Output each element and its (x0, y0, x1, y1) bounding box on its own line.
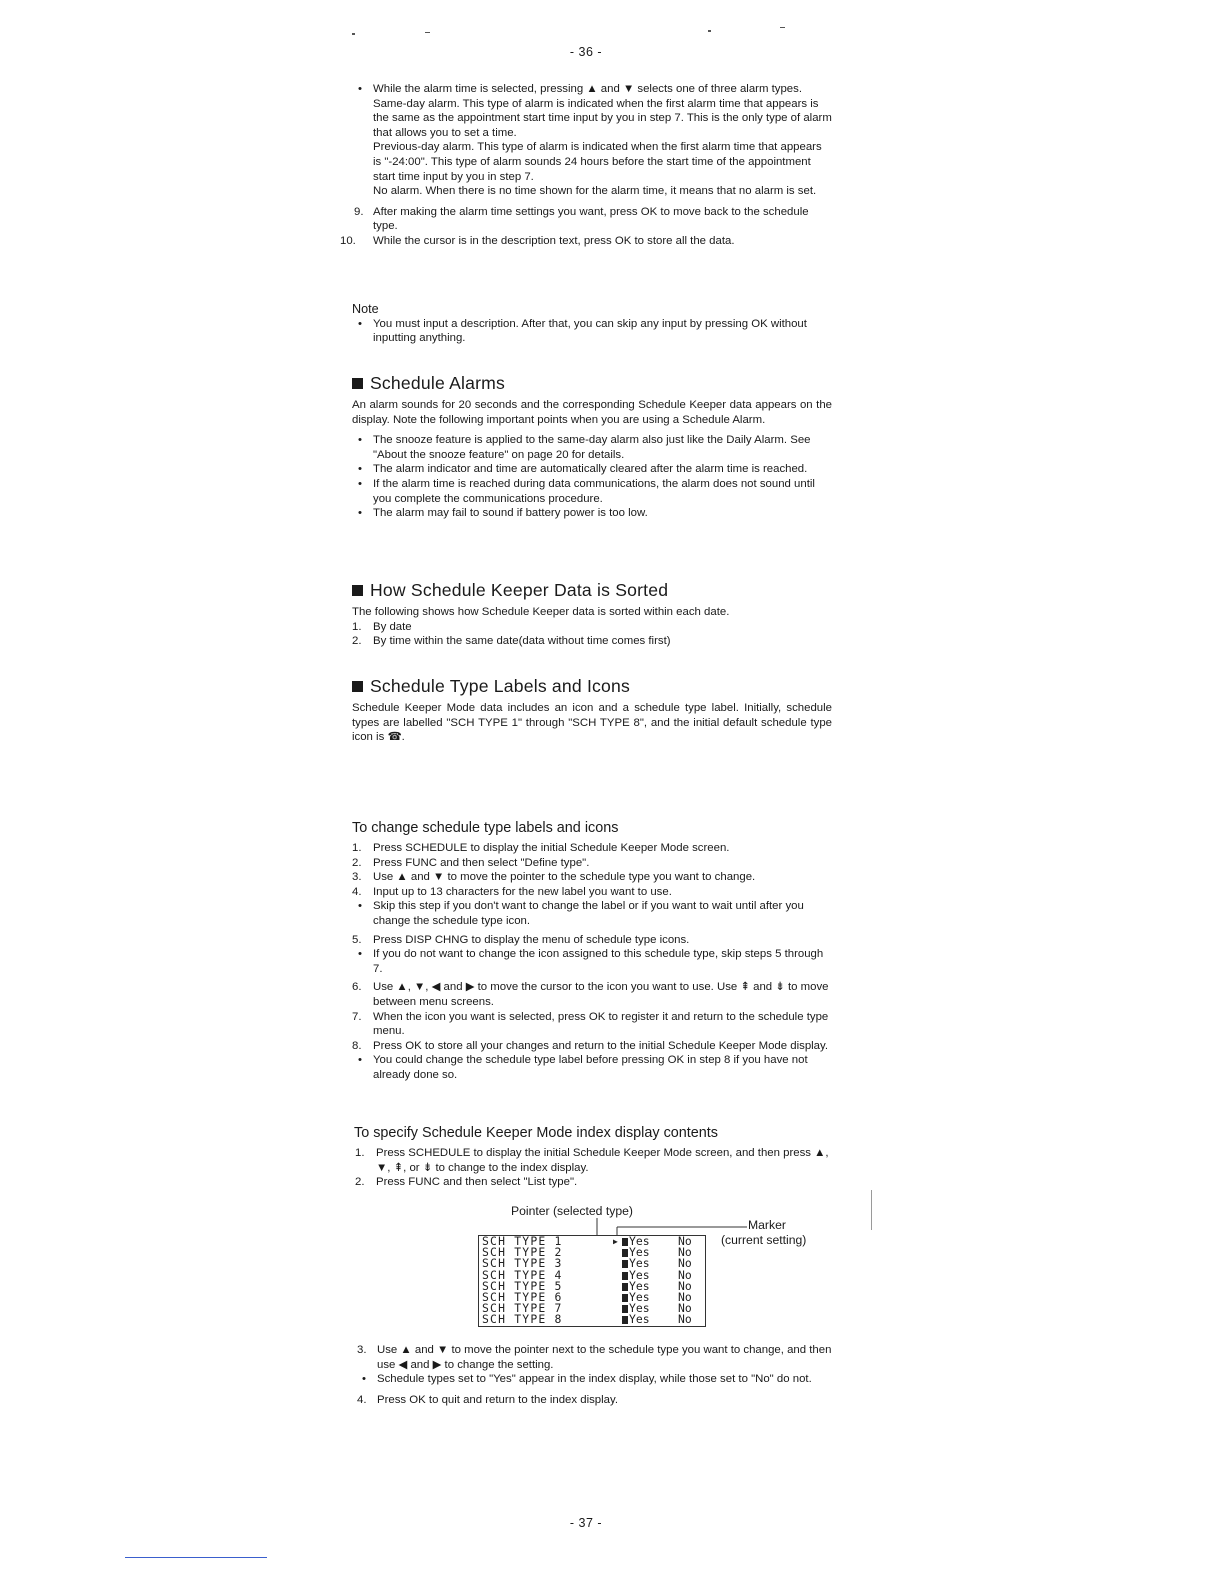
step-text: While the cursor is in the description text, press OK to store all the data. (373, 234, 735, 247)
section-heading (340, 675, 832, 697)
index-display-section (340, 1124, 832, 1190)
lcd-yes-label: Yes (629, 1312, 650, 1327)
bullet-dot: • (358, 900, 362, 913)
schedule-alarms-intro: An alarm sounds for 20 seconds and the corresponding Schedule Keeper data appears on the display. Note the following important points when you are using a Schedule Alarm. (352, 399, 832, 426)
lcd-no-option: No (678, 1234, 692, 1248)
list-item (340, 205, 832, 234)
change-labels-title: To change schedule type labels and icons (352, 820, 619, 836)
same-day-alarm-text: Same-day alarm. This type of alarm is indicated when the first alarm time that appears is the same as the appointment start time input by you in step 7. This is the only type of alarm that allows you to set a time. (373, 97, 832, 139)
step-number: 4. (357, 1393, 367, 1406)
marker-icon (622, 1249, 628, 1257)
labels-icons-intro-text: Schedule Keeper Mode data includes an icon and a schedule type label. Initially, schedule types are labelled "SCH TYPE 1" through "SCH TYPE 8", and the initial default schedule type icon is (352, 702, 832, 744)
bullet-dot: • (358, 434, 362, 447)
marker-caption: Marker (748, 1218, 786, 1232)
marker-icon (622, 1260, 628, 1268)
bullet-dot: • (358, 83, 362, 95)
list-item (340, 433, 832, 462)
schedule-alarms-title: Schedule Alarms (370, 373, 506, 393)
list-item (340, 634, 832, 649)
step-text: Use ▲, ▼, ◀ and ▶ to move the cursor to the icon you want to use. Use ⇞ and ⇟ to move between menu screens. (373, 981, 829, 1008)
marker-icon (622, 1316, 628, 1324)
step-number: 2. (352, 635, 362, 648)
step-number: 9. (354, 205, 364, 218)
step-text: By time within the same date(data without time comes first) (373, 635, 671, 648)
lcd-yes-label: Yes (629, 1301, 650, 1316)
bullet-dot: • (362, 1373, 366, 1386)
bullet-text: The alarm may fail to sound if battery power is too low. (373, 507, 648, 520)
lcd-row-label: SCH TYPE 3 (482, 1256, 563, 1271)
lcd-row-label: SCH TYPE 8 (482, 1312, 563, 1327)
lcd-yes-label: Yes (629, 1278, 650, 1293)
list-item (340, 506, 832, 521)
bullet-dot: • (358, 477, 362, 490)
bullet-dot: • (358, 463, 362, 476)
bullet-dot: • (358, 1054, 362, 1067)
bullet-text: If you do not want to change the icon assigned to this schedule type, skip steps 5 through 7. (373, 948, 824, 975)
labels-icons-section (340, 675, 832, 745)
step-number: 10. (340, 234, 356, 247)
list-item (340, 885, 832, 900)
marker-icon (622, 1238, 628, 1246)
section-heading (340, 372, 832, 394)
pointer-icon: ▶ (613, 1237, 618, 1246)
step-text: Press SCHEDULE to display the initial Schedule Keeper Mode screen, and then press ▲, ▼, ⇞, or ⇟ to change to the index display. (376, 1147, 829, 1174)
lcd-yes-label: Yes (629, 1289, 650, 1304)
schedule-type-icon: ☎. (387, 731, 405, 744)
pointer-caption: Pointer (selected type) (511, 1204, 633, 1218)
step-number: 4. (352, 885, 362, 898)
heading-square-icon (352, 378, 363, 389)
lcd-no-option: No (678, 1312, 692, 1327)
lcd-yes-option (622, 1314, 650, 1325)
list-item (340, 1053, 832, 1082)
marker-sub-caption: (current setting) (721, 1233, 807, 1247)
step-number: 1. (352, 620, 362, 633)
previous-day-alarm-text: Previous-day alarm. This type of alarm is indicated when the first alarm time that appears is "-24:00". This type of alarm sounds 24 hours before the start time of the appointment start time input by you in step 7. (373, 141, 822, 183)
list-item (340, 980, 832, 1009)
margin-line (871, 1190, 872, 1230)
list-item (340, 856, 832, 871)
step-number: 3. (352, 871, 362, 884)
list-item (340, 1343, 832, 1372)
step-number: 5. (352, 933, 362, 946)
bullet-text: If the alarm time is reached during data communications, the alarm does not sound until you complete the communications procedure. (373, 477, 815, 505)
list-item (340, 1039, 832, 1054)
lcd-yes-label: Yes (629, 1245, 650, 1260)
list-item (340, 947, 832, 976)
step-text: By date (373, 620, 412, 633)
labels-icons-intro (340, 701, 832, 745)
list-item (340, 1146, 832, 1175)
step-text: Press FUNC and then select "List type". (376, 1176, 578, 1189)
list-item (340, 1010, 832, 1039)
footer-rule (125, 1557, 267, 1558)
step-number: 6. (352, 981, 362, 994)
step-text: Press SCHEDULE to display the initial Schedule Keeper Mode screen. (373, 842, 730, 854)
bullet-dot: • (358, 507, 362, 520)
list-item (340, 1393, 832, 1408)
step-number: 7. (352, 1010, 362, 1023)
index-display-figure (478, 1235, 706, 1327)
list-item (340, 317, 832, 346)
step-text: After making the alarm time settings you want, press OK to move back to the schedule type. (373, 205, 809, 233)
bullet-text: Skip this step if you don't want to change the label or if you want to wait until after you change the schedule type icon. (373, 900, 804, 927)
step-text: Use ▲ and ▼ to move the pointer to the schedule type you want to change. (373, 871, 756, 884)
index-display-steps-continued (340, 1343, 832, 1407)
lcd-no-option: No (678, 1289, 692, 1304)
bullet-dot: • (358, 948, 362, 961)
section-heading (340, 579, 832, 601)
step-text: Press OK to quit and return to the index display. (377, 1393, 619, 1406)
page-number-bottom: - 37 - (569, 1516, 603, 1530)
step-text: When the icon you want is selected, press OK to register it and return to the schedule type menu. (373, 1010, 829, 1038)
bullet-text: Schedule types set to "Yes" appear in the index display, while those set to "No" do not. (377, 1373, 812, 1386)
alarm-types-bullet: While the alarm time is selected, pressing ▲ and ▼ selects one of three alarm types. (373, 83, 803, 95)
step-text: Press DISP CHNG to display the menu of schedule type icons. (373, 933, 690, 946)
lcd-row (479, 1314, 705, 1325)
marker-icon (622, 1283, 628, 1291)
bullet-text: You could change the schedule type label before pressing OK in step 8 if you have not already done so. (373, 1054, 808, 1081)
list-item (340, 234, 832, 249)
lcd-row-label: SCH TYPE 1 (482, 1234, 563, 1248)
step-text: Press OK to store all your changes and return to the initial Schedule Keeper Mode display. (373, 1039, 829, 1052)
lcd-no-option: No (678, 1267, 692, 1282)
lcd-row-label: SCH TYPE 5 (482, 1278, 563, 1293)
no-alarm-text: No alarm. When there is no time shown for the alarm time, it means that no alarm is set. (373, 185, 817, 198)
step-number: 8. (352, 1039, 362, 1052)
list-item (340, 1175, 832, 1190)
step-number: 1. (352, 842, 362, 854)
step-text: Press FUNC and then select "Define type". (373, 856, 590, 869)
lcd-row-label: SCH TYPE 2 (482, 1245, 563, 1260)
lcd-yes-label: Yes (629, 1267, 650, 1282)
marker-icon (622, 1305, 628, 1313)
note-text: You must input a description. After that, you can skip any input by pressing OK without inputting anything. (373, 317, 807, 345)
lcd-row-label: SCH TYPE 6 (482, 1289, 563, 1304)
step-text: Use ▲ and ▼ to move the pointer next to the schedule type you want to change, and then use ◀ and ▶ to change the setting. (377, 1344, 832, 1371)
step-text: Input up to 13 characters for the new label you want to use. (373, 885, 672, 898)
lcd-no-option: No (678, 1301, 692, 1316)
list-item (340, 477, 832, 506)
step-number: 3. (357, 1344, 367, 1356)
bullet-dot: • (358, 317, 362, 330)
lcd-row-label: SCH TYPE 7 (482, 1301, 563, 1316)
heading-square-icon (352, 585, 363, 596)
note-section (340, 302, 832, 346)
bullet-text: The alarm indicator and time are automatically cleared after the alarm time is reached. (373, 463, 808, 476)
step-number: 2. (352, 856, 362, 869)
lcd-no-option: No (678, 1278, 692, 1293)
note-title: Note (352, 302, 379, 316)
marker-icon (622, 1294, 628, 1302)
change-labels-section (340, 819, 832, 1083)
marker-icon (622, 1272, 628, 1280)
lcd-no-option: No (678, 1256, 692, 1271)
list-item (340, 933, 832, 948)
labels-icons-title: Schedule Type Labels and Icons (370, 676, 630, 696)
list-item (340, 841, 832, 856)
list-item (340, 870, 832, 885)
index-display-title: To specify Schedule Keeper Mode index display contents (354, 1125, 718, 1141)
list-item (340, 1372, 832, 1387)
alarm-types-section (340, 82, 832, 249)
bullet-text: The snooze feature is applied to the same-day alarm also just like the Daily Alarm. See "About the snooze feature" on page 20 for details. (373, 434, 811, 461)
manual-page (340, 0, 832, 1584)
list-item (340, 620, 832, 635)
lcd-row-label: SCH TYPE 4 (482, 1267, 563, 1282)
list-item (340, 82, 832, 97)
step-number: 2. (355, 1176, 365, 1189)
sorted-section (340, 579, 832, 649)
lcd-yes-label: Yes (629, 1256, 650, 1271)
lcd-yes-label: Yes (629, 1234, 650, 1248)
schedule-alarms-section (340, 372, 832, 521)
sorted-intro: The following shows how Schedule Keeper data is sorted within each date. (352, 606, 730, 618)
list-item (340, 462, 832, 477)
sorted-title: How Schedule Keeper Data is Sorted (370, 580, 669, 600)
heading-square-icon (352, 681, 363, 692)
step-number: 1. (355, 1147, 365, 1159)
page-number-top: - 36 - (569, 45, 603, 59)
lcd-no-option: No (678, 1245, 692, 1260)
list-item (340, 899, 832, 928)
